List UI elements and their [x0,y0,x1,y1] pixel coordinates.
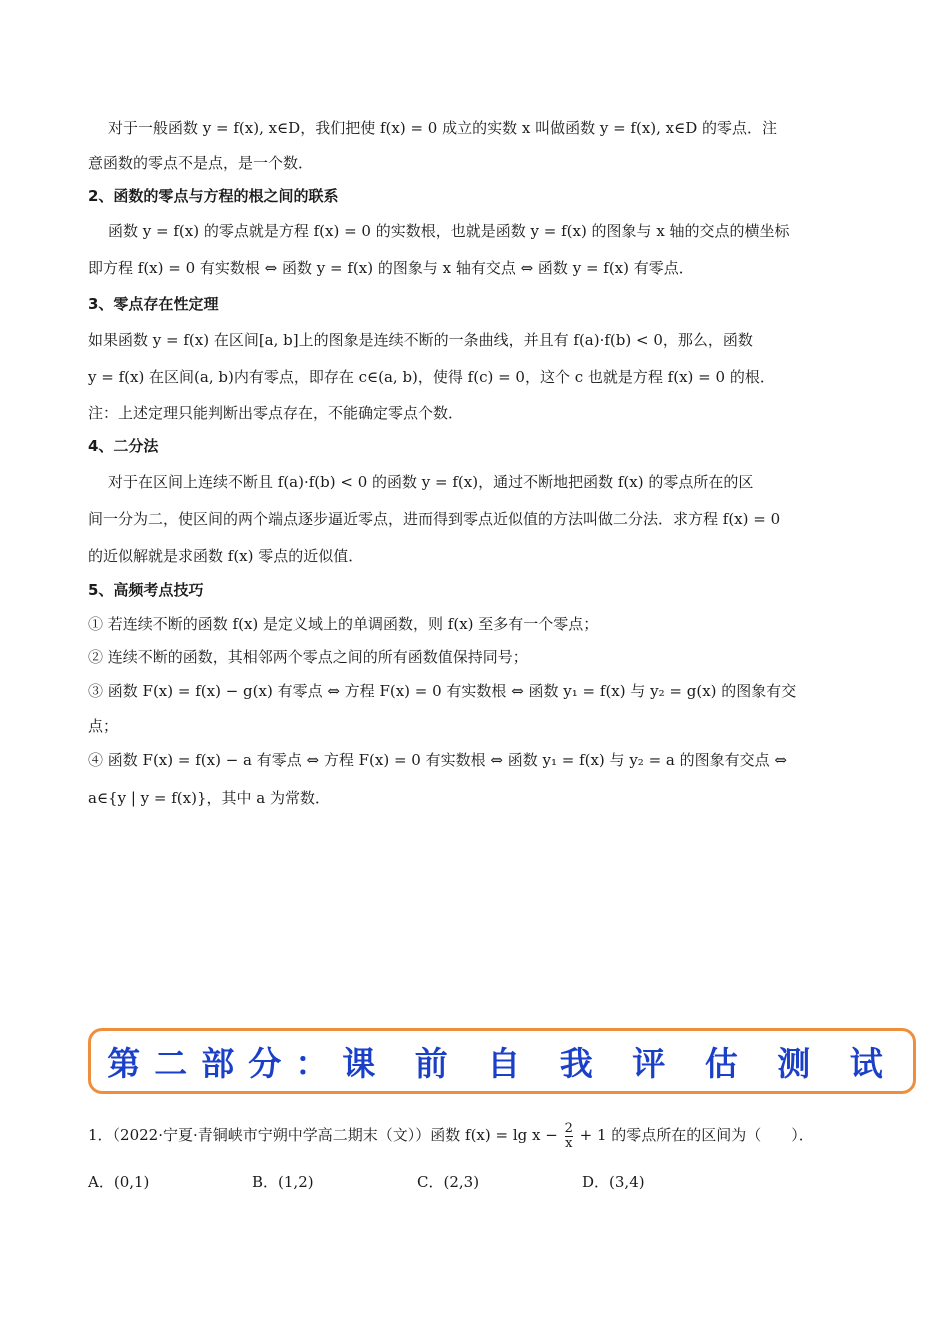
option-b[interactable] [252,1172,314,1192]
option-b-label: B． [252,1173,279,1191]
tip-3-line-1: ③ 函数 F(x) = f(x) − g(x) 有零点 ⇔ 方程 F(x) = 0 有实数根 ⇔ 函数 y₁ = f(x) 与 y₂ = g(x) 的图象有交 [88,682,797,700]
section-2-line-1: 函数 y = f(x) 的零点就是方程 f(x) = 0 的实数根，也就是函数 y = f(x) 的图象与 x 轴的交点的横坐标 [108,222,790,240]
question-1-fraction [565,1122,573,1151]
section-5-heading: 5、高频考点技巧 [88,581,204,599]
section-4-line-3: 的近似解就是求函数 f(x) 零点的近似值． [88,547,364,565]
tip-4-line-1: ④ 函数 F(x) = f(x) − a 有零点 ⇔ 方程 F(x) = 0 有实数根 ⇔ 函数 y₁ = f(x) 与 y₂ = a 的图象有交点 ⇔ [88,751,787,769]
banner-title: 第二部分：课 前 自 我 评 估 测 试 [107,1043,897,1083]
option-a-label: A． [88,1173,114,1191]
option-c[interactable] [417,1172,479,1192]
option-a[interactable] [88,1172,149,1192]
fraction-denominator: x [565,1135,573,1151]
section-banner [88,1028,916,1094]
tip-2: ② 连续不断的函数，其相邻两个零点之间的所有函数值保持同号； [88,648,528,666]
section-2-line-2: 即方程 f(x) = 0 有实数根 ⇔ 函数 y = f(x) 的图象与 x 轴有交点 ⇔ 函数 y = f(x) 有零点． [88,259,694,277]
intro-line-2: 意函数的零点不是点，是一个数． [88,154,314,172]
section-4-line-1: 对于在区间上连续不断且 f(a)·f(b) < 0 的函数 y = f(x)，通过不断地把函数 f(x) 的零点所在的区 [108,473,754,491]
option-d[interactable] [582,1172,645,1192]
tip-1: ① 若连续不断的函数 f(x) 是定义域上的单调函数，则 f(x) 至多有一个零点； [88,615,599,633]
intro-line-1: 对于一般函数 y = f(x), x∈D，我们把使 f(x) = 0 成立的实数 x 叫做函数 y = f(x), x∈D 的零点．注 [108,119,778,137]
option-d-label: D． [582,1173,610,1191]
section-4-line-2: 间一分为二，使区间的两个端点逐步逼近零点，进而得到零点近似值的方法叫做二分法．求方程 f(x) = 0 [88,510,781,528]
section-4-heading: 4、二分法 [88,437,159,455]
option-c-label: C． [417,1173,444,1191]
fraction-numerator: 2 [564,1120,573,1136]
option-a-value: (0,1) [113,1173,150,1191]
question-1-suffix: + 1 的零点所在的区间为（ ）． [579,1126,814,1144]
section-2-heading: 2、函数的零点与方程的根之间的联系 [88,187,339,205]
tip-3-line-2: 点； [88,717,119,735]
section-3-line-2: y = f(x) 在区间(a, b)内有零点，即存在 c∈(a, b)，使得 f(c) = 0，这个 c 也就是方程 f(x) = 0 的根． [88,368,775,386]
option-d-value: (3,4) [609,1173,645,1191]
section-3-heading: 3、零点存在性定理 [88,295,219,313]
option-c-value: (2,3) [443,1173,480,1191]
section-3-note: 注：上述定理只能判断出零点存在，不能确定零点个数． [88,404,464,422]
section-3-line-1: 如果函数 y = f(x) 在区间[a, b]上的图象是连续不断的一条曲线，并且有 f(a)·f(b) < 0，那么，函数 [88,331,753,349]
option-b-value: (1,2) [278,1173,314,1191]
tip-4-line-2: a∈{y | y = f(x)}，其中 a 为常数． [88,789,330,807]
question-1 [88,1118,862,1152]
question-1-prefix: 1．（2022·宁夏·青铜峡市宁朔中学高二期末（文））函数 f(x) = lg x − [88,1126,558,1144]
